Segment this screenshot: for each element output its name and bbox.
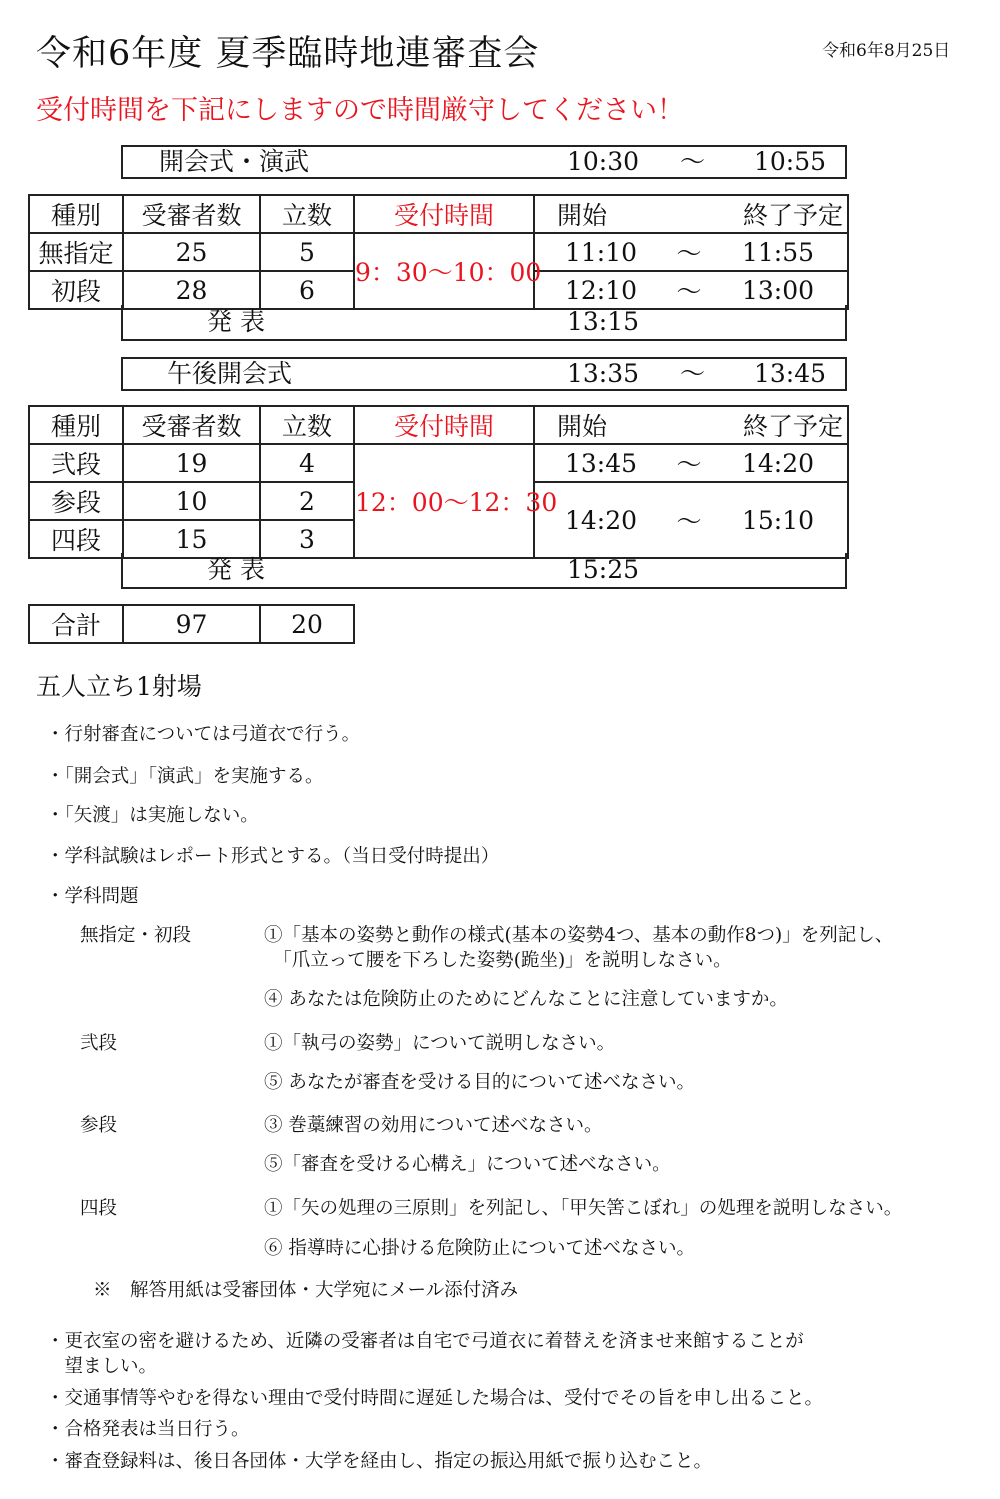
total-label: 合計 bbox=[29, 605, 123, 643]
footer-bullet: ・交通事情等やむを得ない理由で受付時間に遅延した場合は、受付でその旨を申し出ること。 bbox=[46, 1388, 824, 1409]
question-grade-label: 四段 bbox=[80, 1198, 118, 1219]
opening-end: 10:55 bbox=[754, 147, 827, 176]
question-item: ⑥ 指導時に心掛ける危険防止について述べなさい。 bbox=[264, 1238, 696, 1259]
question-item: ①「矢の処理の三原則」を列記し、「甲矢筈こぼれ」の処理を説明しなさい。 bbox=[264, 1198, 903, 1219]
header-examinees: 受審者数 bbox=[123, 195, 260, 233]
question-item: ④ あなたは危険防止のためにどんなことに注意していますか。 bbox=[264, 989, 788, 1010]
row-tachi: 6 bbox=[260, 271, 354, 309]
page-title: 令和6年度 夏季臨時地連審査会 bbox=[36, 34, 540, 74]
row-tachi: 4 bbox=[260, 444, 354, 482]
row-type: 四段 bbox=[29, 520, 123, 558]
header-reception: 受付時間 bbox=[354, 406, 534, 444]
morning-reception-time: 9：30～10：00 bbox=[354, 233, 534, 309]
row-sep: ～ bbox=[644, 271, 734, 309]
row-type: 参段 bbox=[29, 482, 123, 520]
row-end: 14:20 bbox=[734, 444, 848, 482]
row-examinees: 15 bbox=[123, 520, 260, 558]
afternoon-reception-time: 12：00～12：30 bbox=[354, 444, 534, 558]
morning-header-row bbox=[29, 195, 848, 233]
question-grade-label: 弐段 bbox=[80, 1033, 118, 1054]
section-subheading: 五人立ち1射場 bbox=[36, 672, 202, 701]
row-start: 14:20 bbox=[534, 482, 644, 558]
header-end: 終了予定 bbox=[734, 406, 848, 444]
total-examinees: 97 bbox=[123, 605, 260, 643]
row-start: 13:45 bbox=[534, 444, 644, 482]
morning-schedule-table bbox=[28, 194, 849, 310]
footer-bullet: 望ましい。 bbox=[46, 1356, 158, 1377]
bullet-item: ・「矢渡」は実施しない。 bbox=[46, 805, 259, 826]
row-examinees: 10 bbox=[123, 482, 260, 520]
question-item: ①「執弓の姿勢」について説明しなさい。 bbox=[264, 1033, 616, 1054]
opening-sep: ～ bbox=[680, 147, 706, 176]
table-row bbox=[29, 233, 848, 271]
question-item: ⑤「審査を受ける心構え」について述べなさい。 bbox=[264, 1154, 671, 1175]
header-start: 開始 bbox=[534, 195, 644, 233]
opening-label: 開会式・演武 bbox=[159, 147, 310, 176]
opening-row bbox=[121, 145, 847, 179]
row-sep: ～ bbox=[644, 444, 734, 482]
header-end: 終了予定 bbox=[734, 195, 848, 233]
row-type: 初段 bbox=[29, 271, 123, 309]
row-start: 12:10 bbox=[534, 271, 644, 309]
answer-sheet-note: ※ 解答用紙は受審団体・大学宛にメール添付済み bbox=[93, 1280, 519, 1301]
announce-label: 発 表 bbox=[207, 555, 265, 584]
header-blank bbox=[644, 195, 734, 233]
opening-start: 10:30 bbox=[567, 147, 640, 176]
reception-notice: 受付時間を下記にしますので時間厳守してください！ bbox=[36, 95, 684, 126]
question-grade-label: 参段 bbox=[80, 1115, 118, 1136]
header-type: 種別 bbox=[29, 195, 123, 233]
announce-label: 発 表 bbox=[207, 307, 265, 336]
header-type: 種別 bbox=[29, 406, 123, 444]
bullet-item: ・「開会式」「演武」を実施する。 bbox=[46, 766, 324, 787]
announce-time: 13:15 bbox=[567, 307, 640, 336]
row-tachi: 5 bbox=[260, 233, 354, 271]
afternoon-opening-end: 13:45 bbox=[754, 359, 827, 388]
morning-announcement-row bbox=[121, 305, 847, 341]
header-start: 開始 bbox=[534, 406, 644, 444]
header-blank bbox=[644, 406, 734, 444]
question-grade-label: 無指定・初段 bbox=[80, 925, 192, 946]
bullet-item: ・学科試験はレポート形式とする。（当日受付時提出） bbox=[46, 846, 500, 867]
footer-bullet: ・合格発表は当日行う。 bbox=[46, 1419, 250, 1440]
row-tachi: 3 bbox=[260, 520, 354, 558]
bullet-item: ・学科問題 bbox=[46, 886, 139, 907]
afternoon-schedule-table bbox=[28, 405, 849, 559]
footer-bullet: ・審査登録料は、後日各団体・大学を経由し、指定の振込用紙で振り込むこと。 bbox=[46, 1451, 713, 1472]
header-tachi: 立数 bbox=[260, 406, 354, 444]
footer-bullet: ・更衣室の密を避けるため、近隣の受審者は自宅で弓道衣に着替えを済ませ来館することが bbox=[46, 1331, 804, 1352]
afternoon-announcement-row bbox=[121, 553, 847, 589]
afternoon-header-row bbox=[29, 406, 848, 444]
afternoon-opening-label: 午後開会式 bbox=[167, 359, 293, 388]
row-examinees: 19 bbox=[123, 444, 260, 482]
announce-time: 15:25 bbox=[567, 555, 640, 584]
bullet-item: ・行射審査については弓道衣で行う。 bbox=[46, 724, 361, 745]
question-item: ③ 巻藁練習の効用について述べなさい。 bbox=[264, 1115, 603, 1136]
table-row bbox=[29, 444, 848, 482]
header-reception: 受付時間 bbox=[354, 195, 534, 233]
row-end: 15:10 bbox=[734, 482, 848, 558]
afternoon-opening-start: 13:35 bbox=[567, 359, 640, 388]
total-table bbox=[28, 604, 355, 644]
row-end: 13:00 bbox=[734, 271, 848, 309]
question-item: ⑤ あなたが審査を受ける目的について述べなさい。 bbox=[264, 1072, 696, 1093]
issue-date: 令和6年8月25日 bbox=[822, 41, 951, 61]
row-end: 11:55 bbox=[734, 233, 848, 271]
header-tachi: 立数 bbox=[260, 195, 354, 233]
row-type: 無指定 bbox=[29, 233, 123, 271]
afternoon-opening-sep: ～ bbox=[680, 359, 706, 388]
row-examinees: 25 bbox=[123, 233, 260, 271]
row-examinees: 28 bbox=[123, 271, 260, 309]
row-type: 弐段 bbox=[29, 444, 123, 482]
row-tachi: 2 bbox=[260, 482, 354, 520]
row-sep: ～ bbox=[644, 233, 734, 271]
afternoon-opening-row bbox=[121, 357, 847, 391]
row-sep: ～ bbox=[644, 482, 734, 558]
question-item: 「爪立って腰を下ろした姿勢(跪坐)」を説明しなさい。 bbox=[264, 950, 732, 971]
total-tachi: 20 bbox=[260, 605, 354, 643]
row-start: 11:10 bbox=[534, 233, 644, 271]
header-examinees: 受審者数 bbox=[123, 406, 260, 444]
question-item: ①「基本の姿勢と動作の様式(基本の姿勢4つ、基本の動作8つ)」を列記し、 bbox=[264, 925, 894, 946]
